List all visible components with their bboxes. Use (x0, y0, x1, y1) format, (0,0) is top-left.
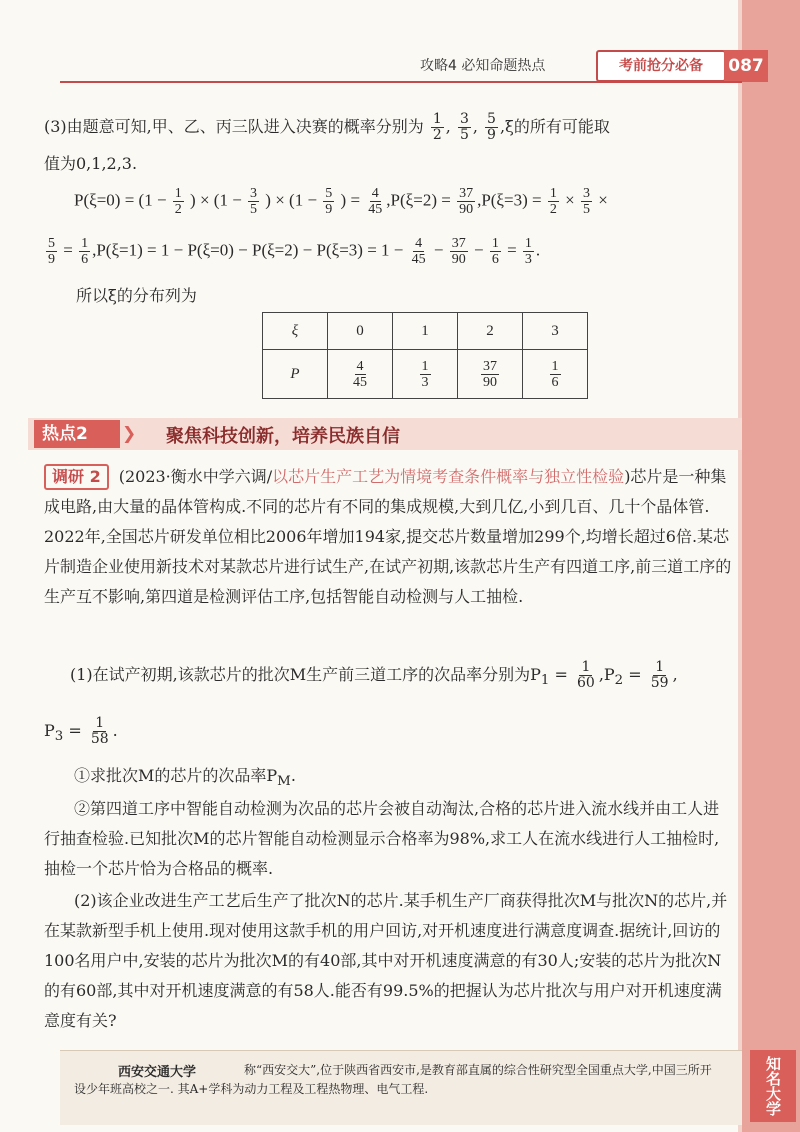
table-cell: P (263, 350, 328, 399)
research-tag: 调研 2 (44, 464, 109, 490)
hotspot-tag: 热点2 (34, 420, 120, 448)
question-1-p3: $P_3$ = $\frac{1}{58}$ . (44, 715, 118, 747)
table-cell: 0 (328, 313, 393, 350)
page-edge (738, 0, 742, 1132)
table-cell: $\frac{4}{45}$ (328, 350, 393, 399)
table-cell: 1 (393, 313, 458, 350)
table-cell: $\frac{37}{90}$ (458, 350, 523, 399)
distribution-intro: 所以ξ的分布列为 (76, 286, 197, 305)
question-2: (2)该企业改进生产工艺后生产了批次N的芯片.某手机生产厂商获得批次M与批次N的芯片,并在某款新型手机上使用.现对使用这款手机的用户回访,对开机速度进行满意度调查.据统计,回访的100名用户中,安装的芯片为批次M的有40部,其中对开机速度满意的有30人;安装的芯片为批次N的有60部,其中对开机速度满意的有58人.能否有99.5%的把握认为芯片批次与用户对开机速度满意度有关? (44, 891, 728, 1030)
table-cell: $\frac{1}{3}$ (393, 350, 458, 399)
section-title: 攻略4 必知命题热点 (420, 58, 546, 74)
famous-university-badge: 知名大学 (750, 1050, 796, 1122)
equation-line-1: P(ξ=0) = (1 − $\frac{1}{2}$ ) × (1 − $\frac{3}{5}$ ) × (1 − $\frac{5}{9}$ ) = $\frac{4}{45}$ ,P(ξ=2) = $\frac{37}{90}$ ,P(ξ=3) = $\frac{1}{2}$ × $\frac{3}{5}$ × (74, 186, 608, 217)
chevron-right-icon: ❯ (122, 424, 137, 444)
section-box-label: 考前抢分必备 (596, 50, 726, 82)
table-cell: $\frac{1}{6}$ (523, 350, 588, 399)
frac-1-2: $\frac{1}{2}$ (432, 111, 442, 143)
header-rule (60, 81, 742, 83)
page-header (0, 44, 764, 84)
hotspot-title: 聚焦科技创新，培养民族自信 (166, 426, 400, 447)
page-number: 087 (724, 50, 768, 82)
table-cell: ξ (263, 313, 328, 350)
research-paragraph: 调研 2 (2023·衡水中学六调/以芯片生产工艺为情境考查条件概率与独立性检验)芯片是一种集成电路,由大量的晶体管构成.不同的芯片有不同的集成规模,大到几亿,小到几百、几十个晶体管. 2022年,全国芯片研发单位相比2006年增加194家,提交芯片数量增加299个,均增长超过6倍.某芯片制造企业使用新技术对某款芯片进行试生产,在试产初期,该款芯片生产有四道工序,前三道工序的生产互不影响,第四道是检测评估工序,包括智能自动检测与人工抽检. (44, 462, 734, 612)
hotspot-banner (28, 418, 742, 450)
university-name: 西安交通大学 (118, 1065, 197, 1080)
frac-3-5: $\frac{3}{5}$ (459, 111, 469, 143)
side-margin-band (742, 0, 800, 1132)
part3-intro: (3)由题意可知,甲、乙、丙三队进入决赛的概率分别为 $\frac{1}{2}$ , $\frac{3}{5}$ , $\frac{5}{9}$ ,ξ的所有可能取 (44, 111, 610, 143)
research-topic: 以芯片生产工艺为情境考查条件概率与独立性检验 (272, 467, 625, 486)
question-1-2: ②第四道工序中智能自动检测为次品的芯片会被自动淘汰,合格的芯片进入流水线并由工人进行抽查检验.已知批次M的芯片智能自动检测显示合格率为98%,求工人在流水线进行人工抽检时,抽检一个芯片恰为合格品的概率. (44, 799, 720, 878)
frac-5-9: $\frac{5}{9}$ (487, 111, 496, 143)
equation-line-2: $\frac{5}{9}$ = $\frac{1}{6}$ ,P(ξ=1) = 1 − P(ξ=0) − P(ξ=2) − P(ξ=3) = 1 − $\frac{4}{45}$ − $\frac{37}{90}$ − $\frac{1}{6}$ = $\frac{1}{3}$ . (48, 236, 541, 267)
part3-values: 值为0,1,2,3. (44, 154, 138, 173)
table-cell: 3 (523, 313, 588, 350)
footer-text: 称“西安交大”,位于陕西省西安市,是教育部直属的综合性研究型全国重点大学,中国三所开设少年班高校之一. 其A+学科为动力工程及工程热物理、电气工程. (74, 1063, 712, 1096)
distribution-table (262, 312, 588, 399)
question-1-1: ①求批次M的芯片的次品率$P_M$. (74, 766, 296, 790)
table-cell: 2 (458, 313, 523, 350)
question-1: (1)在试产初期,该款芯片的批次M生产前三道工序的次品率分别为$P_1$ = $\frac{1}{60}$ $,P_2$ = $\frac{1}{59}$ , (70, 659, 678, 691)
footer-note (60, 1050, 742, 1125)
